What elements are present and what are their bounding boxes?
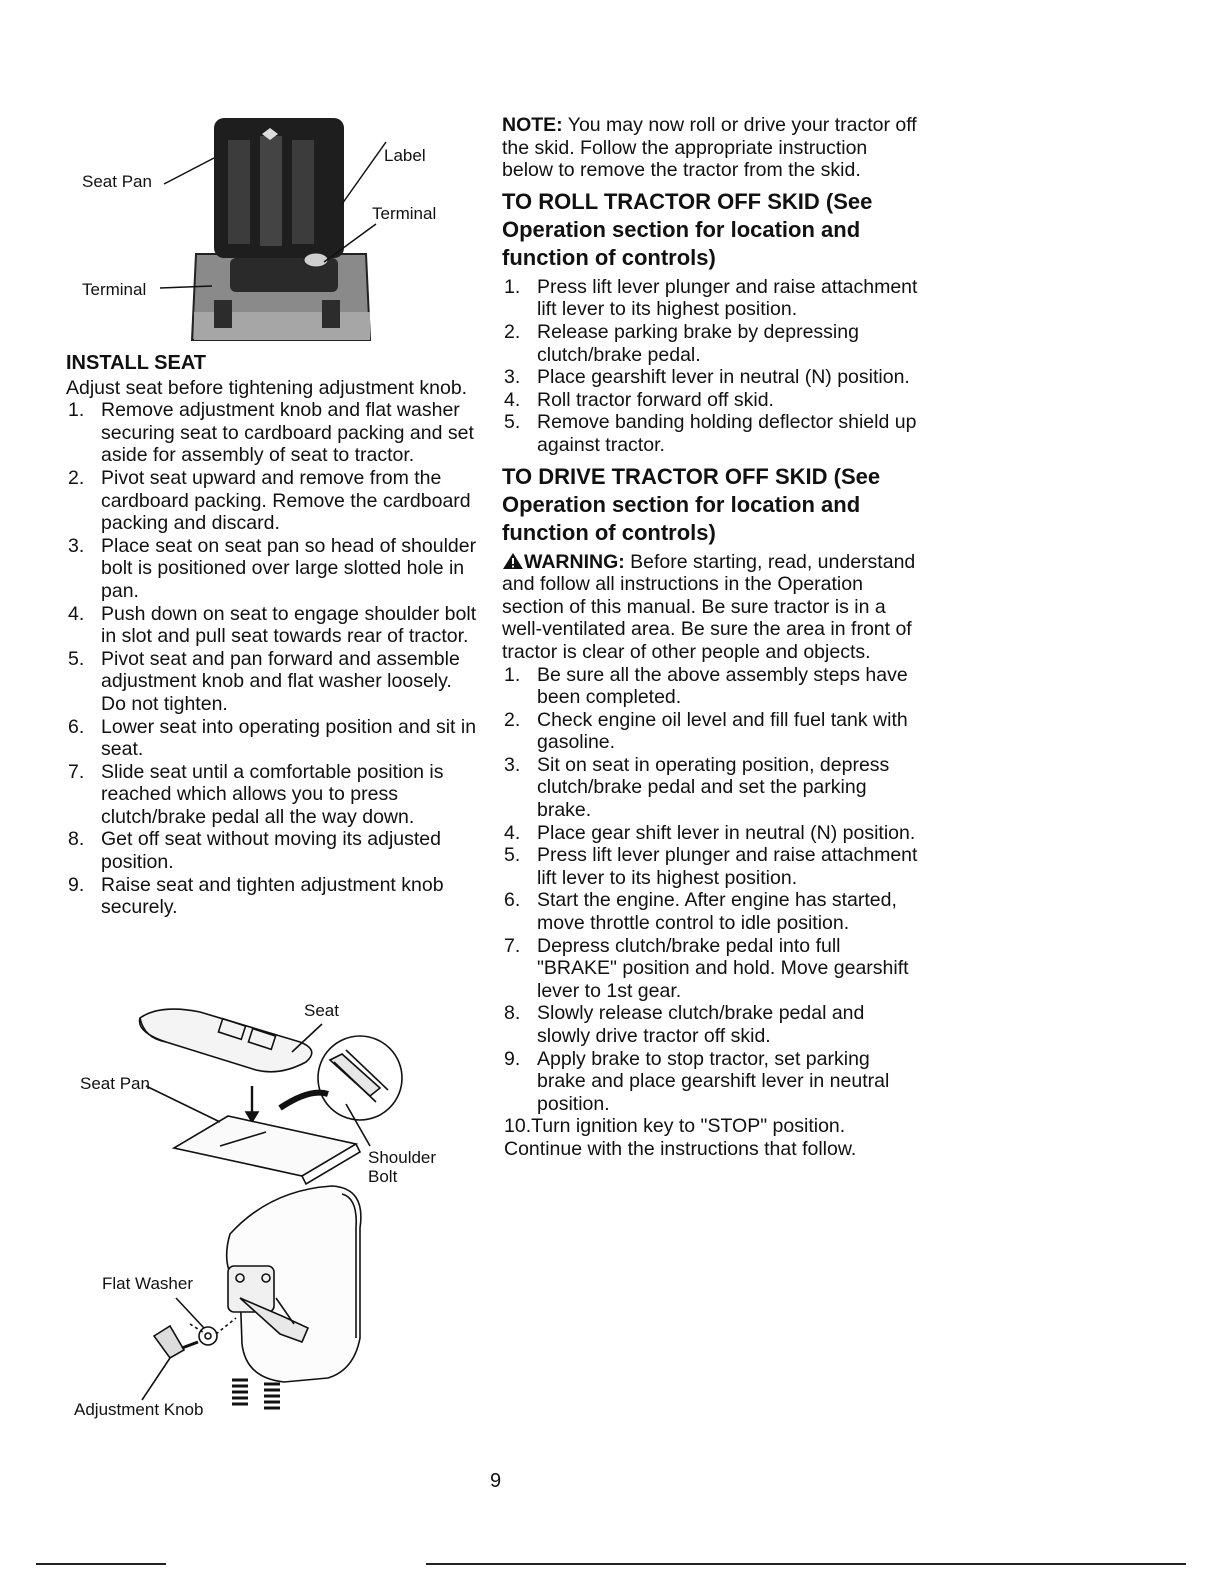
list-item <box>66 648 478 716</box>
list-item <box>66 535 478 603</box>
step-text: Pivot seat and pan forward and assemble adjustment knob and flat washer loosely. Do not tighten. <box>101 647 460 715</box>
step-text: Lower seat into operating position and sit in seat. <box>101 715 477 761</box>
warning-label: WARNING: <box>524 550 625 573</box>
list-item <box>502 321 922 366</box>
step-number: 7. <box>68 760 85 783</box>
list-item <box>502 754 922 822</box>
step-text: Place seat on seat pan so head of shoulder bolt is positioned over large slotted hole in pan. <box>101 534 477 602</box>
list-item <box>66 399 478 467</box>
step-text: Place gear shift lever in neutral (N) position. <box>537 821 916 844</box>
list-item <box>502 1002 922 1047</box>
step-number: 3. <box>504 753 521 776</box>
step-text: Press lift lever plunger and raise attachment lift lever to its highest position. <box>537 844 918 889</box>
step-number: 6. <box>504 889 521 912</box>
step-number: 2. <box>504 708 521 731</box>
step-text: Roll tractor forward off skid. <box>537 388 774 411</box>
step-number: 1. <box>504 663 521 686</box>
seat-assembly-illustration <box>70 998 450 1426</box>
roll-tractor-heading: TO ROLL TRACTOR OFF SKID (See Operation section for location and function of controls) <box>502 188 873 270</box>
step-number: 4. <box>68 602 85 625</box>
skid-removal-column <box>502 114 922 1161</box>
list-item <box>502 366 922 389</box>
step-number: 2. <box>68 466 85 489</box>
list-item <box>502 1048 922 1116</box>
list-item <box>66 828 478 873</box>
list-item <box>502 664 922 709</box>
list-item <box>502 411 922 456</box>
step-text: Push down on seat to engage shoulder bolt in slot and pull seat towards rear of tractor. <box>101 602 477 648</box>
shoulder-label: Shoulder <box>368 1148 437 1167</box>
terminal-left-label: Terminal <box>82 280 147 299</box>
step-text: Apply brake to stop tractor, set parking brake and place gearshift lever in neutral position. <box>537 1047 890 1115</box>
note-label: NOTE: <box>502 114 563 136</box>
step-number: 5. <box>504 411 521 434</box>
step-number: 6. <box>68 715 85 738</box>
step-number: 4. <box>504 821 521 844</box>
step-text: Slowly release clutch/brake pedal and slowly drive tractor off skid. <box>537 1002 865 1047</box>
list-item <box>66 874 478 919</box>
install-seat-heading: INSTALL SEAT <box>66 352 206 374</box>
list-item <box>66 716 478 761</box>
list-item <box>502 822 922 845</box>
step-number: 1. <box>504 275 521 298</box>
install-seat-section <box>66 352 478 919</box>
warning-text: Before starting, read, understand and follow all instructions in the Operation section of this manual. Be sure tractor is in a well-ventilated area. Be sure the area in front of tractor is clear of other people and objects. <box>502 550 916 663</box>
step-text: Check engine oil level and fill fuel tank with gasoline. <box>537 708 908 754</box>
step-text: Get off seat without moving its adjusted position. <box>101 828 441 874</box>
terminal-right-label: Terminal <box>372 204 437 223</box>
step-text: Remove adjustment knob and flat washer securing seat to cardboard packing and set aside for assembly of seat to tractor. <box>101 399 474 467</box>
step-number: 3. <box>68 534 85 557</box>
step-number: 7. <box>504 934 521 957</box>
step-text: Place gearshift lever in neutral (N) position. <box>537 366 910 389</box>
step-text: Slide seat until a comfortable position is reached which allows you to press clutch/brake pedal all the way down. <box>101 760 444 828</box>
step-number: 3. <box>504 366 521 389</box>
bolt-label: Bolt <box>368 1167 398 1186</box>
note-text: You may now roll or drive your tractor off the skid. Follow the appropriate instruction below to remove the tractor from the skid. <box>502 114 917 182</box>
step-number: 5. <box>68 647 85 670</box>
step-number: 9. <box>504 1047 521 1070</box>
label-label: Label <box>384 146 426 165</box>
install-seat-intro: Adjust seat before tightening adjustment knob. <box>66 376 468 399</box>
step-text: Remove banding holding deflector shield up against tractor. <box>537 411 917 456</box>
list-item <box>66 761 478 829</box>
step-ten: 10.Turn ignition key to "STOP" position. <box>504 1115 846 1138</box>
list-item <box>502 389 922 412</box>
list-item <box>502 889 922 934</box>
step-text: Release parking brake by depressing clutch/brake pedal. <box>537 320 859 366</box>
step-text: Sit on seat in operating position, depress clutch/brake pedal and set the parking brake. <box>537 753 890 822</box>
footer-rule <box>36 1563 166 1565</box>
footer-rule <box>426 1563 1186 1565</box>
page-number: 9 <box>490 1470 502 1492</box>
step-text: Start the engine. After engine has started, move throttle control to idle position. <box>537 889 897 935</box>
warning-paragraph <box>502 551 922 664</box>
step-text: Pivot seat upward and remove from the cardboard packing. Remove the cardboard packing and discard. <box>101 466 471 535</box>
step-number: 8. <box>504 1002 521 1025</box>
step-number: 4. <box>504 388 521 411</box>
step-text: Be sure all the above assembly steps have been completed. <box>537 663 908 709</box>
seat-label: Seat <box>304 1001 339 1020</box>
list-item <box>66 467 478 535</box>
warning-triangle-icon <box>502 552 524 570</box>
seat-pan-label: Seat Pan <box>82 172 152 191</box>
roll-tractor-steps <box>502 276 922 457</box>
step-text: Depress clutch/brake pedal into full "BRAKE" position and hold. Move gearshift lever to 1st gear. <box>537 934 909 1002</box>
step-number: 8. <box>68 828 85 851</box>
drive-tractor-steps <box>502 664 922 1116</box>
closing-text: Continue with the instructions that follow. <box>504 1137 857 1160</box>
flat-washer-label: Flat Washer <box>102 1274 194 1293</box>
step-text: Raise seat and tighten adjustment knob securely. <box>101 873 444 919</box>
list-item <box>66 603 478 648</box>
list-item <box>502 844 922 889</box>
step-text: Press lift lever plunger and raise attachment lift lever to its highest position. <box>537 275 918 321</box>
install-seat-steps <box>66 399 478 919</box>
list-item <box>502 276 922 321</box>
note-paragraph <box>502 114 922 182</box>
seat-assembly-figure <box>70 998 450 1426</box>
seat-label-figure <box>76 112 476 344</box>
drive-tractor-heading: TO DRIVE TRACTOR OFF SKID (See Operation section for location and function of controls) <box>502 463 881 545</box>
seat-pan-label-bottom: Seat Pan <box>80 1074 150 1093</box>
list-item <box>502 709 922 754</box>
list-item <box>502 935 922 1003</box>
step-number: 2. <box>504 320 521 343</box>
adjustment-knob-label: Adjustment Knob <box>74 1400 204 1419</box>
step-number: 5. <box>504 844 521 867</box>
step-number: 1. <box>68 399 85 422</box>
step-number: 9. <box>68 873 85 896</box>
